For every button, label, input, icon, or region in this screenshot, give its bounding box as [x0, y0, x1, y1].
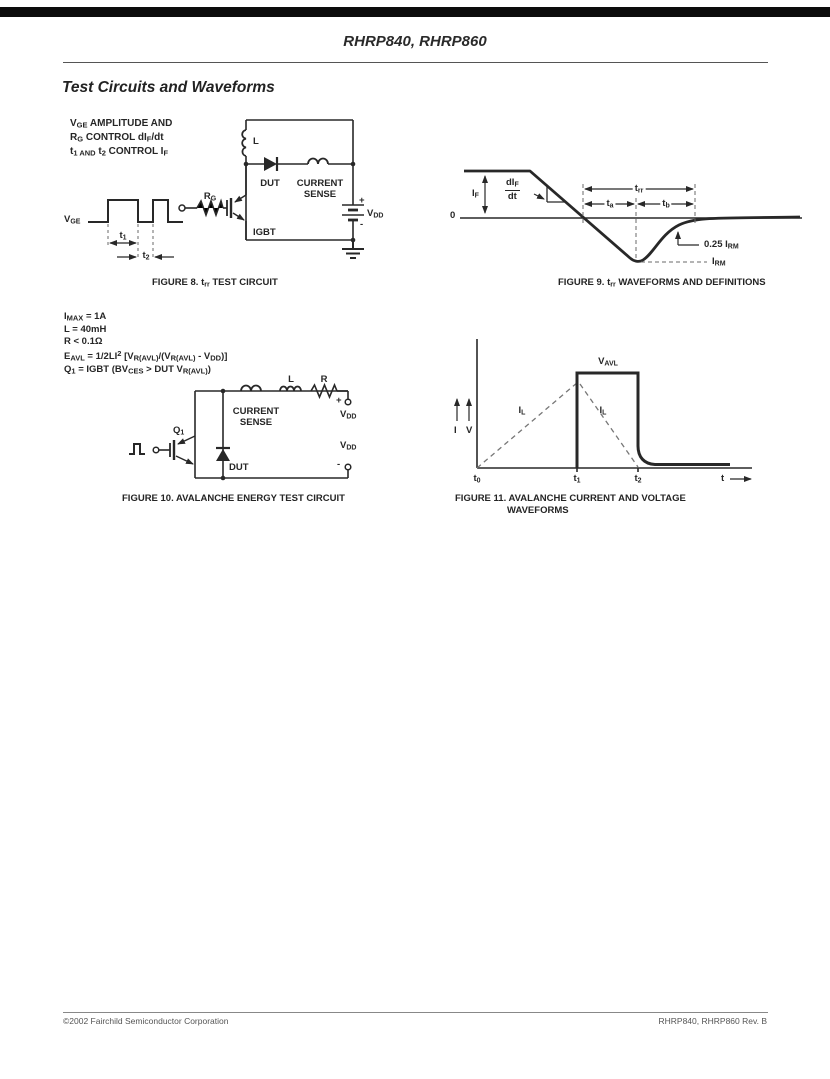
tb-label: $t_b$ [662, 198, 670, 210]
circuit-wires [159, 385, 348, 478]
q1-label: $Q_1$ [173, 425, 185, 437]
condition-line: R < 0.1Ω [64, 336, 103, 348]
current-sense-symbol [241, 386, 261, 392]
trr-label: $t_{rr}$ [634, 183, 644, 195]
vdd-top-label: $V_{DD}$ [340, 409, 357, 421]
il-rising [477, 382, 578, 468]
il-falling [580, 384, 638, 467]
sense-label: SENSE [303, 189, 337, 200]
junction-dot [221, 389, 226, 394]
plus-label: + [336, 395, 342, 406]
dut-label: DUT [229, 462, 249, 473]
inductor-label: L [253, 136, 259, 147]
resistor-label: R [320, 374, 328, 385]
gate-resistor [197, 201, 223, 215]
vdd-label: $V_{DD}$ [367, 208, 384, 220]
gate-terminal-circle [153, 447, 159, 453]
igbt-symbol [227, 164, 246, 240]
vdd-minus-terminal [345, 464, 351, 470]
footer-divider [63, 1012, 768, 1013]
annotation-line: $V_{GE}$ AMPLITUDE AND [70, 118, 173, 130]
rg-label: $R_G$ [203, 191, 217, 203]
il-left-label: $I_L$ [518, 405, 526, 417]
figure-9-caption: FIGURE 9. $t_{rr}$ WAVEFORMS AND DEFINITIONS [558, 277, 766, 289]
avalanche-voltage-pulse [577, 373, 730, 468]
footer-copyright: ©2002 Fairchild Semiconductor Corporation [63, 1016, 229, 1026]
t1-label: $t_1$ [573, 473, 581, 485]
condition-line: $E_{AVL} = 1/2LI^2$ $[V_{R(AVL)}/(V_{R(AVL)} - V_{DD})]$ [64, 348, 228, 363]
figure-11-avalanche-waveforms [445, 335, 795, 485]
gate-terminal-circle [179, 205, 185, 211]
figure-8-caption: FIGURE 8. $t_{rr}$ TEST CIRCUIT [152, 277, 278, 289]
condition-line: $Q_1$ = IGBT ($BV_{CES}$ > DUT $V_{R(AVL)}$) [64, 364, 211, 376]
trr-waveform-drawing [450, 158, 810, 276]
dut-label: DUT [260, 178, 280, 189]
if-label: $I_F$ [472, 188, 479, 200]
avalanche-waveform-drawing [445, 335, 795, 485]
time-label: t [721, 473, 725, 484]
annotation-line: $t_{1 AND}$ $t_2$ CONTROL $I_F$ [70, 146, 169, 158]
junction-dot [351, 238, 356, 243]
fig10-test-conditions [64, 311, 227, 377]
figure-9-trr-waveforms [450, 158, 810, 276]
figure-10-avalanche-test-circuit [95, 372, 395, 487]
vge-label: $V_{GE}$ [64, 214, 81, 226]
vavl-label: $V_{AVL}$ [598, 356, 618, 368]
irm-label: $I_{RM}$ [712, 256, 726, 268]
page-title: RHRP840, RHRP860 [343, 33, 487, 50]
igbt-symbol [170, 436, 195, 464]
fig8-annotations [70, 118, 172, 160]
junction-dot [221, 476, 226, 481]
figure-11-caption-line2: WAVEFORMS [507, 505, 569, 516]
minus-label: - [337, 459, 341, 470]
ta-label: $t_a$ [606, 198, 614, 210]
scan-edge-bar [0, 7, 830, 17]
gate-pulse-symbol [129, 444, 145, 454]
t2-label: $t_2$ [634, 473, 642, 485]
inductor-label: L [288, 374, 294, 385]
difdt-fraction [505, 178, 520, 203]
inductor-current-dashed [477, 382, 638, 468]
vdd-plus-terminal [345, 399, 351, 405]
battery-symbol [342, 205, 364, 220]
dut-diode [216, 448, 230, 461]
vdd-bottom-label: $V_{DD}$ [340, 440, 357, 452]
header-divider [63, 62, 768, 63]
irm-quarter-label: 0.25 $I_{RM}$ [704, 239, 739, 251]
current-sense-symbol [308, 159, 328, 165]
igbt-label: IGBT [253, 227, 276, 238]
inductor-coil [242, 130, 246, 156]
annotation-line: $R_G$ CONTROL $dI_F/dt$ [70, 132, 164, 144]
figure-10-caption: FIGURE 10. AVALANCHE ENERGY TEST CIRCUIT [122, 493, 345, 504]
il-right-label: $I_L$ [599, 405, 607, 417]
plus-label: + [359, 195, 365, 206]
figure-8-trr-test-circuit [60, 108, 410, 278]
t2-label: $t_2$ [142, 250, 150, 262]
footer-revision: RHRP840, RHRP860 Rev. B [658, 1016, 767, 1026]
current-label: CURRENT [296, 178, 344, 189]
difdt-numerator: $dI_F$ [505, 178, 520, 191]
section-title: Test Circuits and Waveforms [62, 79, 275, 96]
zero-label: 0 [450, 210, 456, 221]
condition-line: $I_{MAX} = 1A$ [64, 311, 107, 323]
t1-label: $t_1$ [119, 230, 127, 242]
vge-waveform [88, 200, 183, 222]
dut-diode [264, 157, 277, 171]
sense-label: SENSE [239, 417, 273, 428]
voltage-axis-label: V [466, 425, 473, 436]
ground-symbol [342, 240, 364, 258]
difdt-pointer-arrow [534, 194, 544, 199]
figure-11-caption-line1: FIGURE 11. AVALANCHE CURRENT AND VOLTAGE [455, 493, 686, 504]
current-label: CURRENT [232, 406, 280, 417]
junction-dot [351, 162, 356, 167]
minus-label: - [360, 219, 364, 230]
difdt-denominator: dt [507, 191, 517, 203]
current-axis-label: I [454, 425, 457, 436]
junction-dot [244, 162, 249, 167]
condition-line: L = 40mH [64, 324, 107, 336]
t0-label: $t_0$ [473, 473, 481, 485]
